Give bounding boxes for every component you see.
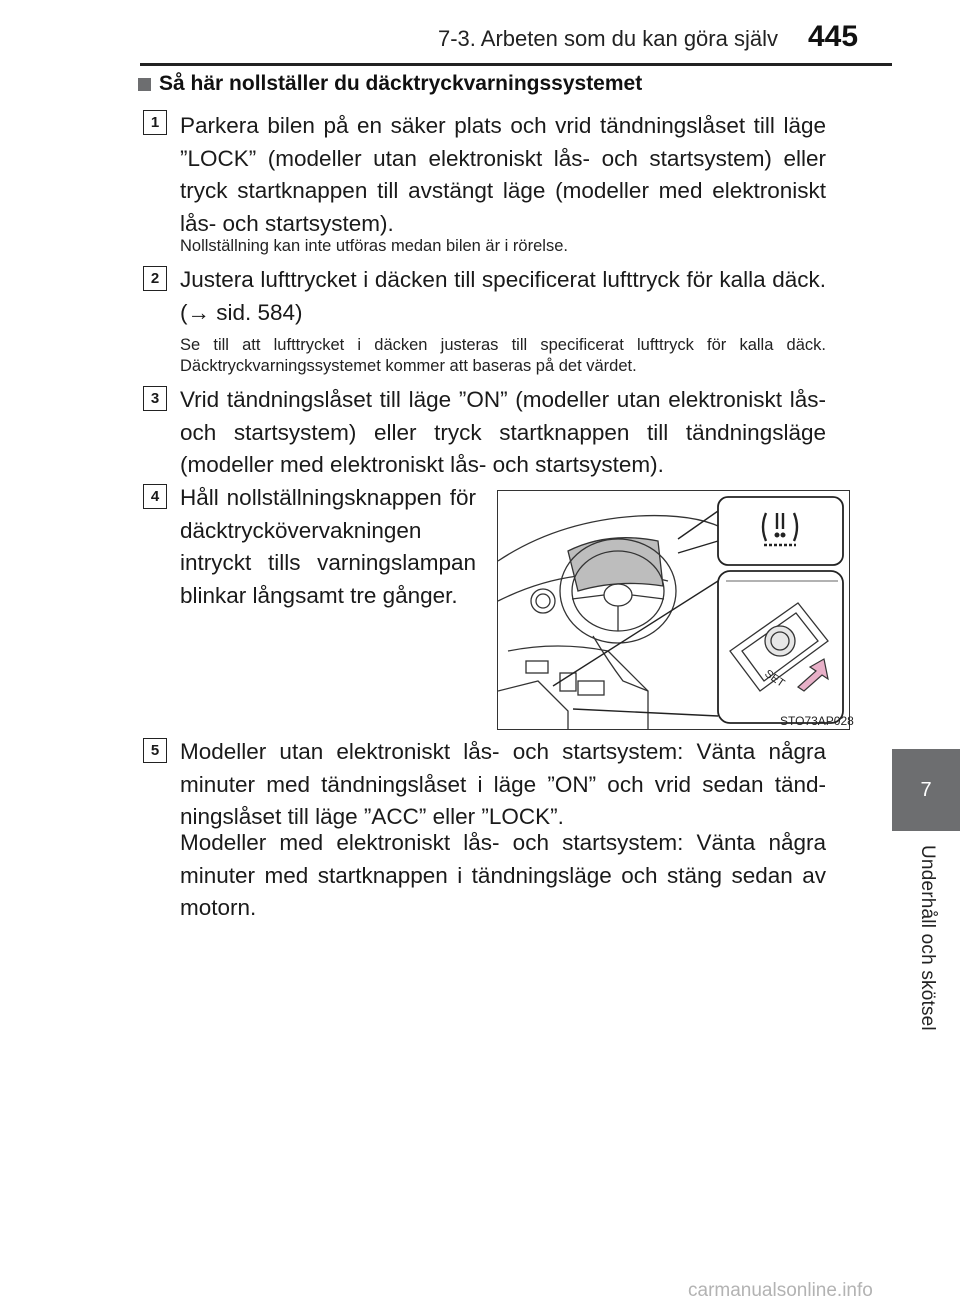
section-title: 7-3. Arbeten som du kan göra själv xyxy=(438,26,778,51)
step-number-3: 3 xyxy=(143,386,167,411)
step-4-text: Håll nollställningsknappen för däcktryckövervakningen intryckt tills varningslampan blinkar långsamt tre gånger. xyxy=(180,485,476,608)
heading-text: Så här nollställer du däcktryckvarningssystemet xyxy=(159,72,643,95)
watermark: carmanualsonline.info xyxy=(688,1280,873,1301)
step-2-text: Justera lufttrycket i däcken till specificerat lufttryck för kalla däck. (→ sid. 584) xyxy=(180,267,826,325)
subsection-heading xyxy=(138,72,642,96)
chapter-tab xyxy=(892,749,960,831)
chapter-number: 7 xyxy=(920,778,932,801)
step-number-4: 4 xyxy=(143,484,167,509)
page-number: 445 xyxy=(808,20,859,53)
step-number-5: 5 xyxy=(143,738,167,763)
step-1-text: Parkera bilen på en säker plats och vrid tändningslåset till läge ”LOCK” (modeller utan elektroniskt lås- och startsystem) eller tryck startknappen till avstängt läge (modeller med elektroniskt lås- och startsystem). xyxy=(180,113,826,236)
step-number-1: 1 xyxy=(143,110,167,135)
step-3-text: Vrid tändningslåset till läge ”ON” (modeller utan elektroniskt lås- och startsystem) eller tryck startknappen till tändningsläge (modeller med elektroniskt lås- och startsystem). xyxy=(180,387,826,477)
heading-square-icon xyxy=(138,78,151,91)
dashboard-illustration xyxy=(497,490,850,730)
step-number-2: 2 xyxy=(143,266,167,291)
step-2-note: Se till att lufttrycket i däcken justeras till specificerat lufttryck för kalla däck. Däcktryckvarningssystemet kommer att baseras på det värdet. xyxy=(180,336,826,375)
dashboard-drawing xyxy=(498,491,849,729)
step-5-text-2: Modeller med elektroniskt lås- och startsystem: Vänta några minuter med startknappen i tändningsläge och stäng sedan av motorn. xyxy=(180,830,826,920)
chapter-title: Underhåll och skötsel xyxy=(917,845,938,1031)
figure-code: STO73AP028 xyxy=(780,714,854,728)
header-rule xyxy=(140,63,892,66)
set-button-label: SET xyxy=(762,667,787,690)
step-1-note: Nollställning kan inte utföras medan bilen är i rörelse. xyxy=(180,237,568,255)
step-5-text: Modeller utan elektroniskt lås- och startsystem: Vänta några minuter med tändningslåset i läge ”ON” och vrid sedan tänd-ningslåset till läge ”ACC” eller ”LOCK”. xyxy=(180,739,826,829)
